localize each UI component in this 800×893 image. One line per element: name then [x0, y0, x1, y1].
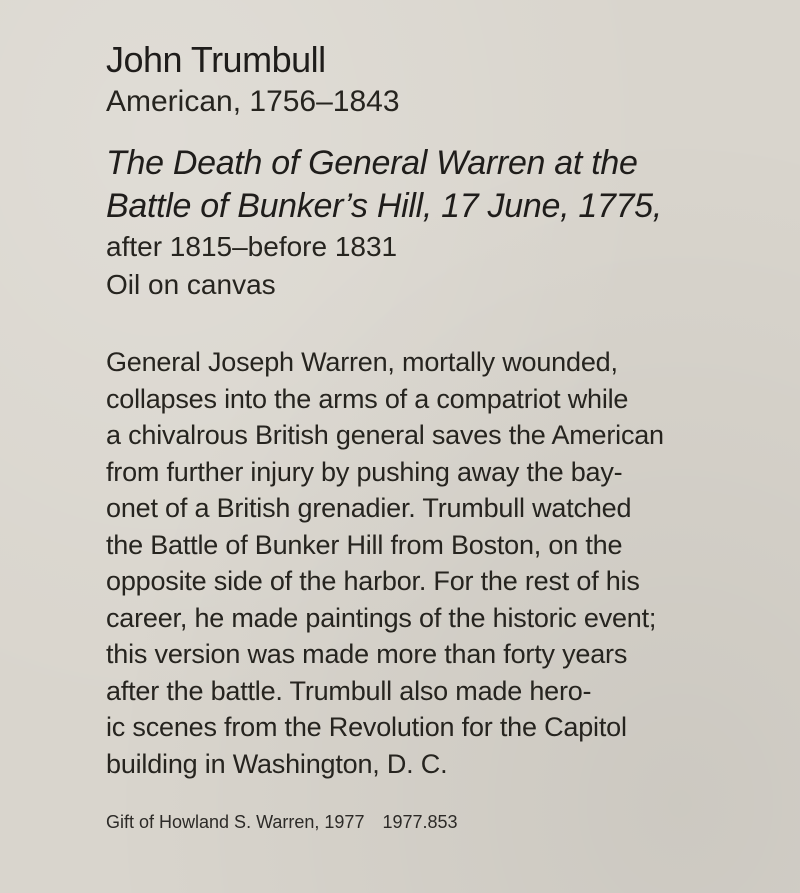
description-line: career, he made paintings of the historic event;: [106, 602, 657, 633]
artwork-title: [106, 142, 746, 228]
description-line: collapses into the arms of a compatriot while: [106, 383, 629, 414]
credit-gift: Gift of Howland S. Warren, 1977: [106, 812, 365, 832]
description-line: after the battle. Trumbull also made hero-: [106, 675, 592, 706]
description-line: onet of a British grenadier. Trumbull watched: [106, 493, 632, 523]
description-line: building in Washington, D. C.: [106, 748, 448, 779]
artwork-title-line: The Death of General Warren at the: [106, 144, 638, 182]
description-line: a chivalrous British general saves the American: [106, 420, 664, 450]
description-line: from further injury by pushing away the bay-: [106, 456, 623, 487]
museum-wall-label: [106, 38, 746, 834]
description-line: opposite side of the harbor. For the rest of his: [106, 566, 640, 596]
artwork-date: after 1815–before 1831: [106, 231, 398, 262]
artist-name: John Trumbull: [106, 39, 326, 80]
artwork-title-line: Battle of Bunker’s Hill, 17 June, 1775,: [106, 187, 662, 225]
description-line: General Joseph Warren, mortally wounded,: [106, 347, 618, 377]
artwork-medium: Oil on canvas: [106, 269, 276, 300]
artwork-description: [106, 344, 746, 782]
artist-nationality-dates: American, 1756–1843: [106, 85, 400, 118]
description-line: the Battle of Bunker Hill from Boston, on the: [106, 529, 623, 560]
credit-line: [106, 810, 746, 834]
description-line: this version was made more than forty years: [106, 639, 628, 669]
description-line: ic scenes from the Revolution for the Capitol: [106, 712, 627, 742]
accession-number: 1977.853: [382, 812, 458, 832]
